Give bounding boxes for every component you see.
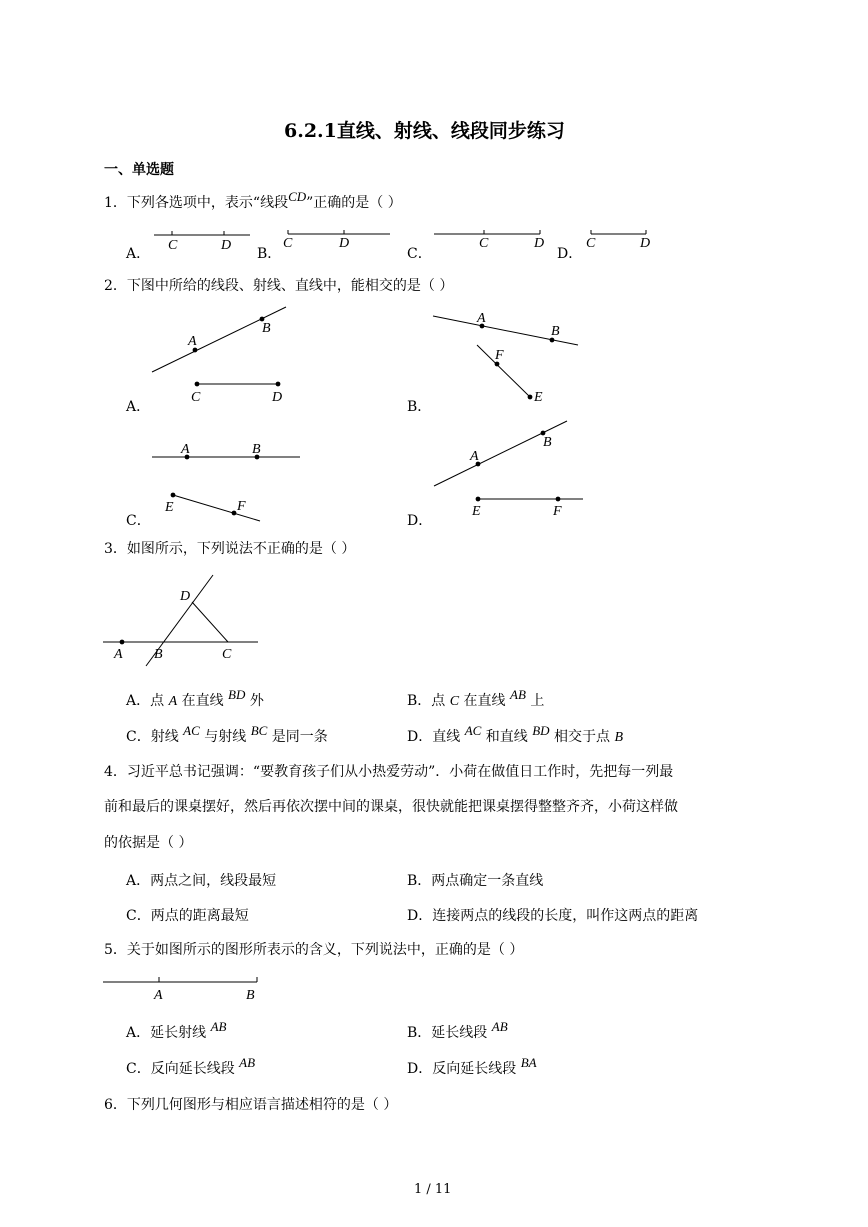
q2-option-a-figure [140, 300, 310, 410]
q1-option-a-label: A． [126, 246, 151, 262]
q4-option-a: A．两点之间，线段最短 [126, 873, 277, 889]
q5c-var: AB [239, 1055, 256, 1070]
page-title: 6.2.1直线、射线、线段同步练习 [284, 120, 565, 142]
q3c-post: 是同一条 [267, 729, 328, 745]
q5-option-d [407, 1055, 537, 1078]
q2c-label-a: A [181, 442, 190, 457]
q3d-var3: B [614, 730, 624, 745]
q3-option-c [126, 723, 328, 746]
q5d-var: BA [520, 1055, 537, 1070]
q2a-label-a: A [188, 334, 197, 349]
q5a-pre: A．延长射线 [126, 1025, 211, 1041]
q2-option-b-label: B． [407, 399, 432, 415]
q2a-label-d: D [272, 390, 283, 405]
q5-figure [100, 972, 265, 1006]
q3-label-b: B [154, 647, 163, 662]
q4-option-b: B．两点确定一条直线 [407, 873, 544, 889]
q3b-pre: B．点 [407, 693, 450, 709]
q3a-var2: BD [228, 687, 246, 702]
q3a-mid: 在直线 [177, 693, 229, 709]
q2d-label-f: F [553, 504, 562, 519]
q2b-label-a: A [477, 311, 486, 326]
q2-option-c-figure [140, 438, 310, 528]
q5-label-b: B [246, 988, 255, 1003]
q3-label-c: C [222, 647, 232, 662]
q3-option-a [126, 687, 264, 710]
q3-label-d: D [180, 589, 191, 604]
q1a-label-d: D [221, 238, 232, 253]
q1-option-d-label: D． [557, 246, 583, 262]
q4-option-c: C．两点的距离最短 [126, 908, 249, 924]
q3b-var2: AB [510, 687, 526, 702]
q2b-label-e: E [534, 390, 543, 405]
q5b-var: AB [491, 1019, 508, 1034]
q2-option-c-label: C． [126, 513, 151, 529]
q1b-label-c: C [283, 236, 293, 251]
q2d-label-a: A [470, 449, 479, 464]
q2a-label-b: B [262, 321, 271, 336]
q3a-var1: A [168, 694, 178, 709]
question-4-line-2: 前和最后的课桌摆好，然后再依次摆中间的课桌，很快就能把课桌摆得整整齐齐，小荷这样做 [104, 799, 678, 815]
q2a-label-c: C [191, 390, 201, 405]
page-number: 1 / 11 [414, 1182, 452, 1197]
q3-figure [100, 572, 265, 667]
q3b-mid: 在直线 [459, 693, 510, 709]
q2b-label-b: B [551, 324, 560, 339]
q1d-label-c: C [586, 236, 596, 251]
question-4-line-1: 4．习近平总书记强调：“要教育孩子们从小热爱劳动”．小荷在做值日工作时，先把每一列最 [104, 764, 674, 780]
q3-option-b [407, 687, 545, 710]
question-5-stem: 5．关于如图所示的图形所表示的含义，下列说法中，正确的是（ ） [104, 942, 524, 958]
q1-option-b-label: B． [257, 246, 282, 262]
q1d-label-d: D [640, 236, 651, 251]
q2c-label-e: E [165, 500, 174, 515]
q5-option-a [126, 1019, 227, 1042]
q3d-var1: AC [464, 723, 482, 738]
q3-label-a: A [114, 647, 123, 662]
q1-stem-a: 1．下列各选项中，表示“线段 [104, 195, 289, 211]
question-4-line-3: 的依据是（ ） [104, 835, 193, 851]
question-6-stem: 6．下列几何图形与相应语言描述相符的是（ ） [104, 1097, 398, 1113]
q3d-pre: D．直线 [407, 729, 465, 745]
q2-option-a-label: A． [126, 399, 151, 415]
q5d-pre: D．反向延长线段 [407, 1061, 521, 1077]
q5-label-a: A [154, 988, 163, 1003]
q2-option-b-figure [430, 305, 590, 410]
q3c-var2: BC [250, 723, 268, 738]
q1-option-c-label: C． [407, 246, 432, 262]
q3c-var1: AC [183, 723, 200, 738]
q3c-mid: 与射线 [199, 729, 251, 745]
q5b-pre: B．延长线段 [407, 1025, 492, 1041]
question-2-stem: 2．下图中所给的线段、射线、直线中，能相交的是（ ） [104, 278, 454, 294]
q3a-post: 外 [245, 693, 264, 709]
q1a-label-c: C [168, 238, 178, 253]
q5-option-c [126, 1055, 256, 1078]
q4-option-d: D．连接两点的线段的长度，叫作这两点的距离 [407, 908, 699, 924]
q2-option-d-figure [430, 416, 600, 526]
q1-stem-b: ”正确的是（ ） [306, 195, 402, 211]
q3-option-d [407, 723, 624, 746]
q3d-var2: BD [532, 723, 550, 738]
q5c-pre: C．反向延长线段 [126, 1061, 240, 1077]
q1-option-d-figure [584, 226, 664, 250]
q2c-label-f: F [237, 499, 246, 514]
question-3-stem: 3．如图所示，下列说法不正确的是（ ） [104, 541, 356, 557]
q2d-label-e: E [472, 504, 481, 519]
q2-option-d-label: D． [407, 513, 433, 529]
q1b-label-d: D [339, 236, 350, 251]
q1-option-a-figure [150, 228, 260, 252]
q1-option-b-figure [280, 226, 400, 250]
q3d-post: 相交于点 [549, 729, 615, 745]
question-1-stem [104, 189, 402, 212]
q1-option-c-figure [430, 226, 550, 250]
q5a-var: AB [210, 1019, 227, 1034]
q1c-label-d: D [534, 236, 545, 251]
q3b-post: 上 [525, 693, 545, 709]
q3a-pre: A．点 [126, 693, 169, 709]
section-heading: 一、单选题 [104, 162, 174, 178]
q2b-label-f: F [495, 348, 504, 363]
q3b-var1: C [449, 694, 460, 709]
q5-option-b [407, 1019, 508, 1042]
q2d-label-b: B [543, 435, 552, 450]
q3c-pre: C．射线 [126, 729, 184, 745]
q1c-label-c: C [479, 236, 489, 251]
q1-stem-var: CD [288, 189, 307, 204]
q2c-label-b: B [252, 442, 261, 457]
q3d-mid: 和直线 [481, 729, 533, 745]
